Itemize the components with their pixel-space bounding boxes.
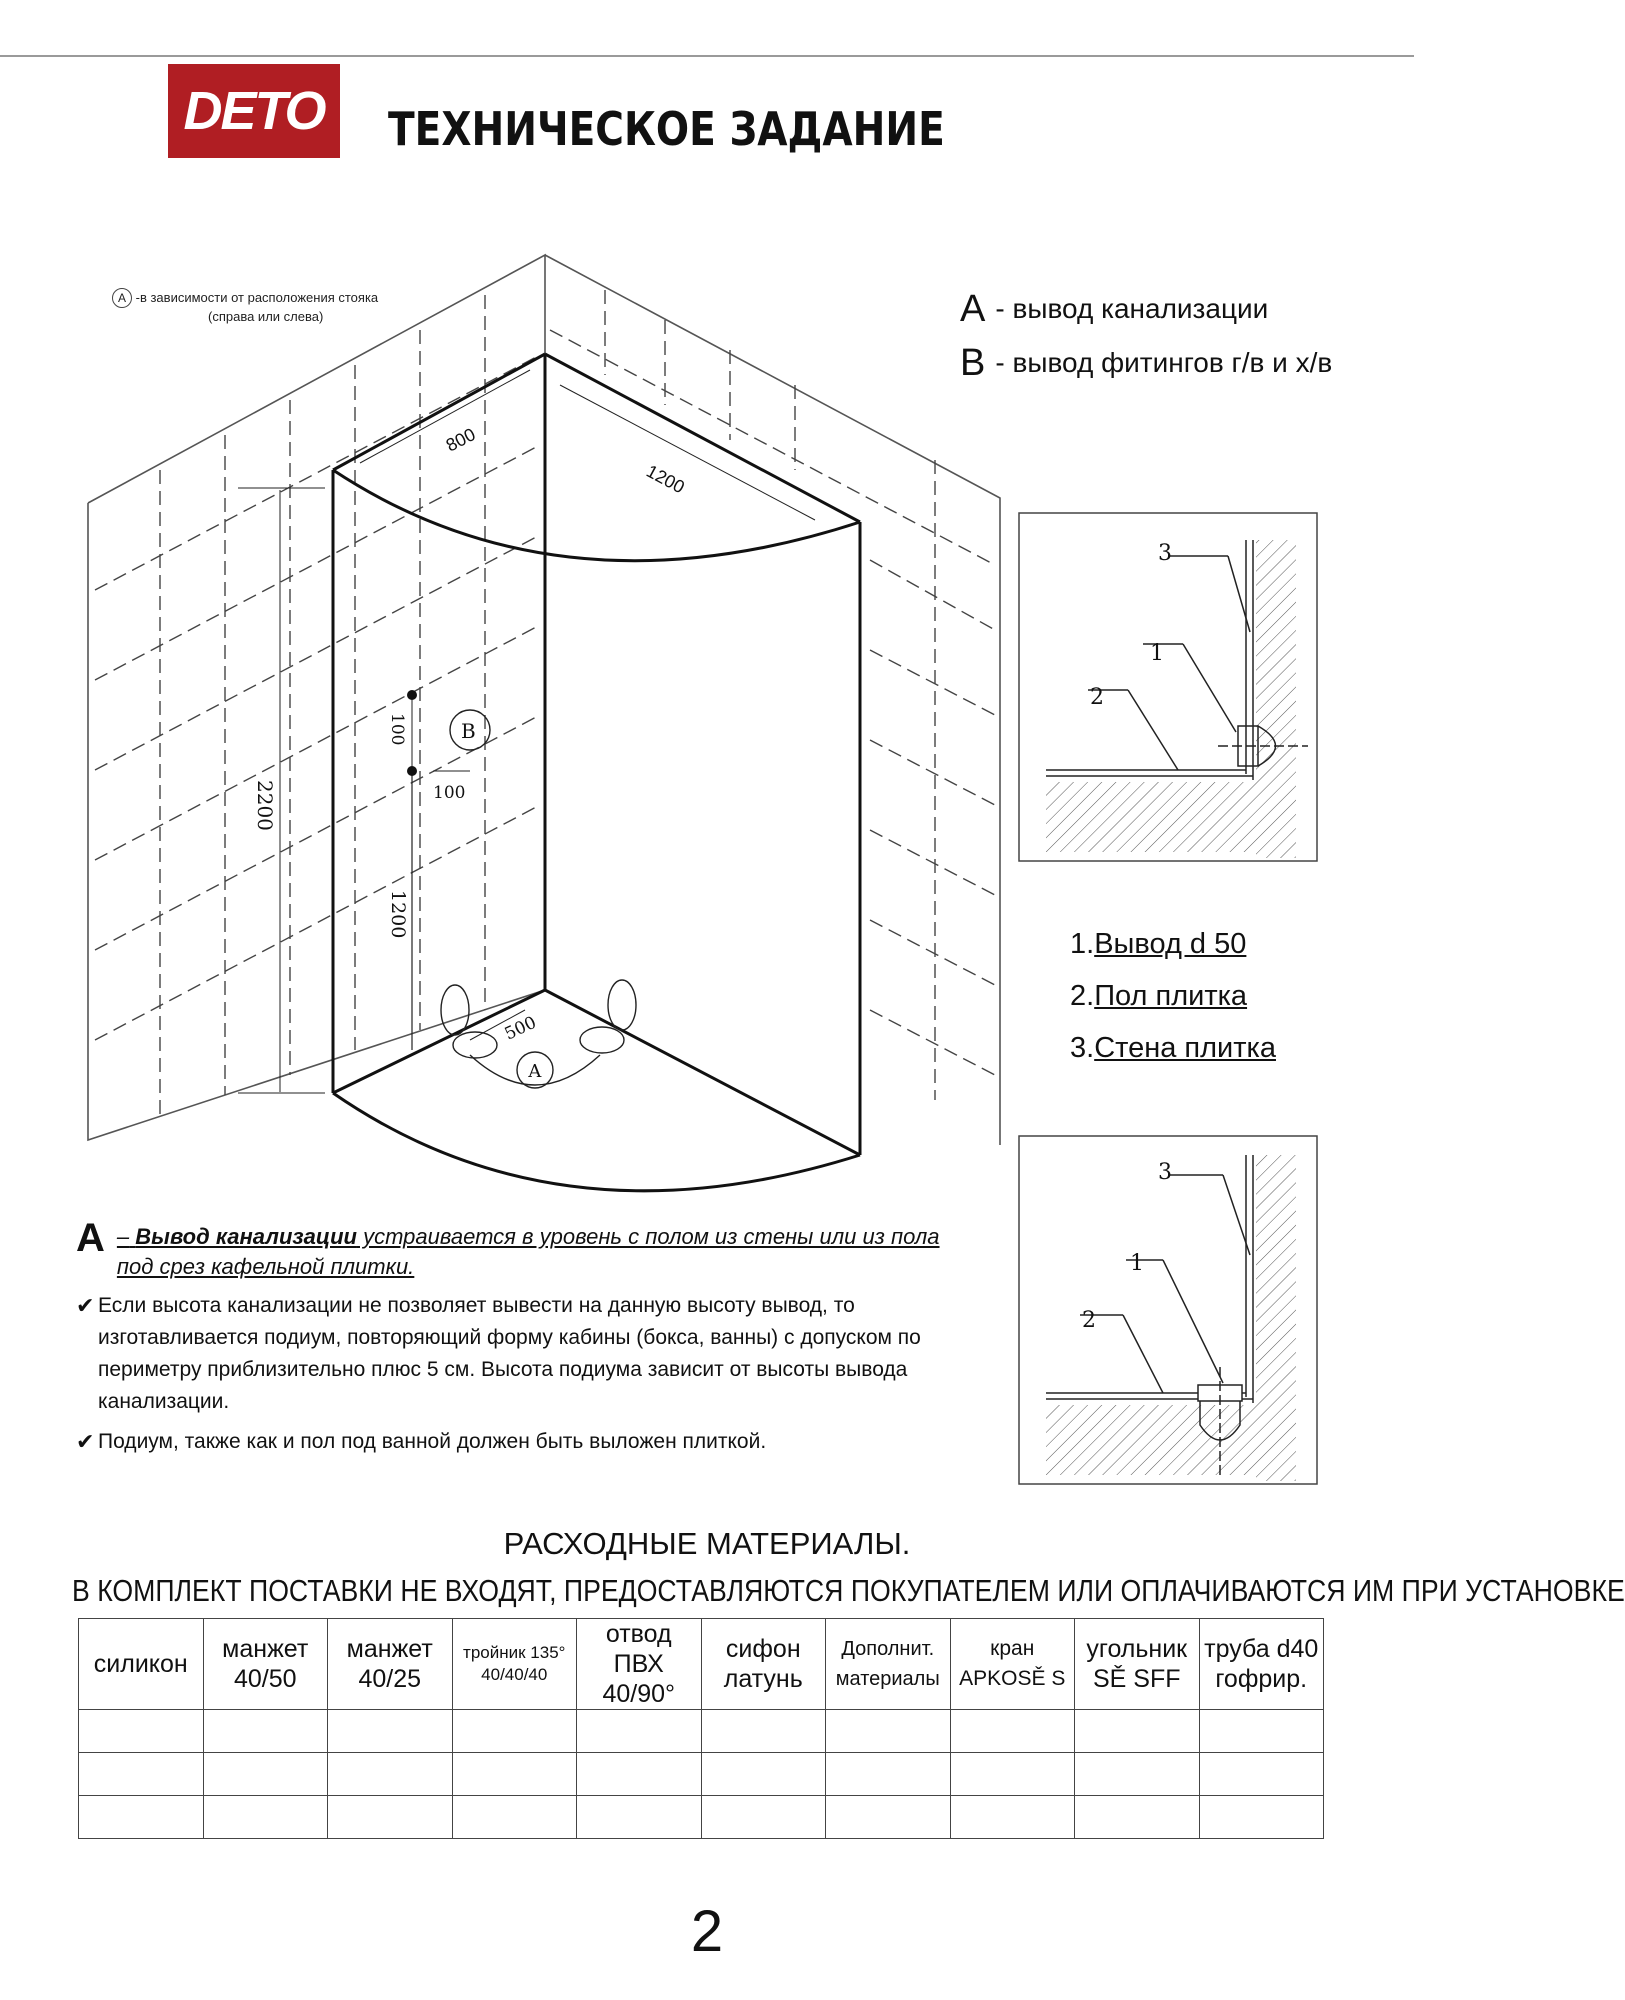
column-header: силикон	[79, 1619, 204, 1710]
checkmark-icon: ✔	[76, 1293, 95, 1318]
part-text: Стена плитка	[1094, 1032, 1276, 1064]
label-b: В	[461, 719, 476, 743]
page-number: 2	[690, 1899, 724, 1964]
dim-b-vertical: 100	[387, 713, 407, 746]
column-header: тройник 135° 40/40/40	[452, 1619, 577, 1710]
detail-label-3: 3	[1158, 541, 1172, 566]
detail-label-3: 3	[1158, 1160, 1172, 1185]
column-header: манжет 40/25	[328, 1619, 453, 1710]
check-item-1	[76, 1290, 976, 1418]
detail-label-2: 2	[1082, 1308, 1096, 1333]
legend-text: - вывод фитингов г/в и х/в	[995, 347, 1333, 378]
detail-label-1: 1	[1150, 641, 1164, 666]
table-header-row	[79, 1619, 1324, 1710]
note-a-letter: А	[76, 1216, 105, 1260]
checkmark-icon: ✔	[76, 1429, 95, 1454]
legend-letter: А	[960, 288, 986, 330]
part-num: 2.	[1070, 980, 1095, 1012]
column-header: труба d40 гофрир.	[1199, 1619, 1324, 1710]
table-row	[79, 1753, 1324, 1796]
fitting-point-bottom	[407, 766, 417, 776]
legend-letter: В	[960, 342, 986, 384]
detail-label-2: 2	[1090, 685, 1104, 710]
part-num: 3.	[1070, 1032, 1095, 1064]
page-title: ТЕХНИЧЕСКОЕ ЗАДАНИЕ	[388, 102, 945, 156]
check-item-2	[76, 1426, 976, 1458]
part-item-2	[1070, 980, 1247, 1013]
column-header: манжет 40/50	[203, 1619, 328, 1710]
dim-height-b: 1200	[387, 890, 409, 939]
column-header: кран APKOSĚ S	[950, 1619, 1075, 1710]
part-num: 1.	[1070, 928, 1095, 960]
dim-height-total: 2200	[253, 780, 277, 831]
note-a-rest: устраивается в уровень с полом из стены или из пола под срез кафельной плитки.	[116, 1224, 940, 1279]
column-header: угольник SĚ SFF	[1075, 1619, 1200, 1710]
legend-text: - вывод канализации	[995, 293, 1269, 324]
note-a-text	[117, 1216, 976, 1282]
dim-a: 500	[501, 1012, 540, 1045]
part-item-1	[1070, 928, 1246, 961]
materials-table	[78, 1618, 1324, 1839]
materials-title: РАСХОДНЫЕ МАТЕРИАЛЫ.	[503, 1526, 911, 1561]
detail-wall-outlet	[1018, 512, 1318, 862]
column-header: сифон латунь	[701, 1619, 826, 1710]
note-line-2: (справа или слева)	[208, 309, 324, 324]
note-a-dash: –	[116, 1224, 130, 1249]
fitting-point-top	[407, 690, 417, 700]
table-row	[79, 1710, 1324, 1753]
part-text: Пол плитка	[1094, 980, 1248, 1012]
part-item-3	[1070, 1032, 1276, 1065]
dim-width-long: 1200	[643, 460, 688, 498]
check-text: Если высота канализации не позволяет вывести на данную высоту вывод, то изготавливается подиум, повторяющий форму кабины (бокса, ванны) с допуском по периметру приблизительно плюс 5 см. Высота подиума зависит от высоты вывода канализации.	[98, 1294, 921, 1413]
part-text: Вывод d 50	[1094, 928, 1247, 960]
notes-block	[76, 1216, 976, 1458]
table-row	[79, 1796, 1324, 1839]
note-a-bold: Вывод канализации	[135, 1224, 357, 1249]
note-a	[76, 1216, 976, 1282]
dim-b-horizontal: 100	[433, 783, 466, 803]
check-text: Подиум, также как и пол под ванной должен быть выложен плиткой.	[98, 1430, 767, 1453]
materials-subtitle: В КОМПЛЕКТ ПОСТАВКИ НЕ ВХОДЯТ, ПРЕДОСТАВЛЯЮТСЯ ПОКУПАТЕЛЕМ ИЛИ ОПЛАЧИВАЮТСЯ ИМ ПРИ УСТАНОВКЕ	[72, 1573, 1625, 1608]
detail-label-1: 1	[1130, 1251, 1144, 1276]
note-line-1: -в зависимости от расположения стояка	[135, 290, 379, 305]
detail-floor-outlet	[1018, 1135, 1318, 1485]
label-a: А	[528, 1061, 542, 1082]
note-letter-circle: А	[112, 288, 132, 308]
dim-width-short: 800	[442, 424, 479, 456]
column-header: отвод ПВХ 40/90°	[577, 1619, 702, 1710]
column-header: Дополнит. материалы	[826, 1619, 951, 1710]
logo-text: DETO	[183, 81, 325, 141]
